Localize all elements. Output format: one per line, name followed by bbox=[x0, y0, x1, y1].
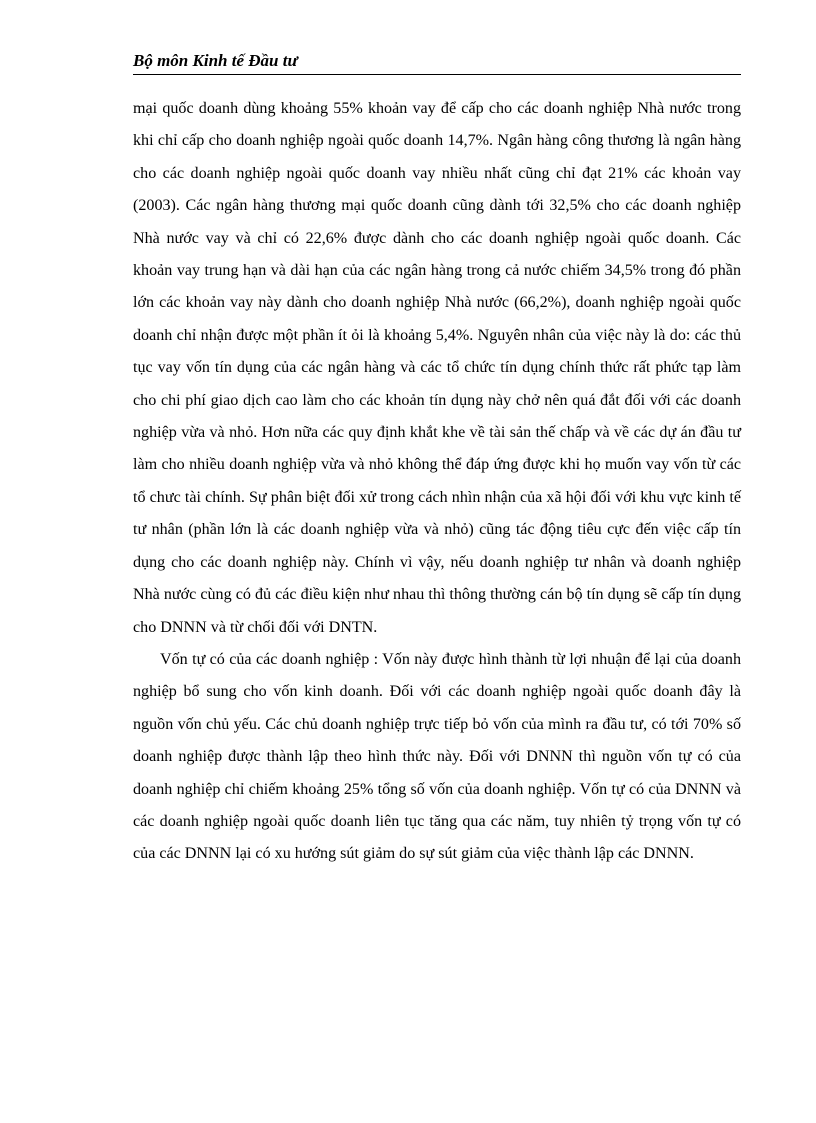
paragraph-own-capital: Vốn tự có của các doanh nghiệp : Vốn này được hình thành từ lợi nhuận để lại của doanh nghiệp bổ sung cho vốn kinh doanh. Đối với các doanh nghiệp ngoài quốc doanh đây là nguồn vốn chủ yếu. Các chủ doanh nghiệp trực tiếp bỏ vốn của mình ra đầu tư, có tới 70% số doanh nghiệp được thành lập theo hình thức này. Đối với DNNN thì nguồn vốn tự có của doanh nghiệp chỉ chiếm khoảng 25% tổng số vốn của doanh nghiệp. Vốn tự có của DNNN và các doanh nghiệp ngoài quốc doanh liên tục tăng qua các năm, tuy nhiên tỷ trọng vốn tự có của các DNNN lại có xu hướng sút giảm do sự sút giảm của việc thành lập các DNNN. bbox=[133, 650, 741, 863]
page-header bbox=[133, 50, 741, 75]
document-body bbox=[133, 93, 741, 871]
paragraph-continuation: mại quốc doanh dùng khoảng 55% khoản vay để cấp cho các doanh nghiệp Nhà nước trong khi chỉ cấp cho doanh nghiệp ngoài quốc doanh 14,7%. Ngân hàng công thương là ngân hàng cho các doanh nghiệp ngoài quốc doanh vay nhiều nhất cũng chỉ đạt 21% các khoản vay (2003). Các ngân hàng thương mại quốc doanh cũng dành tới 32,5% cho các doanh nghiệp Nhà nước vay và chỉ có 22,6% được dành cho các doanh nghiệp ngoài quốc doanh. Các khoản vay trung hạn và dài hạn của các ngân hàng trong cả nước chiếm 34,5% trong đó phần lớn các khoản vay này dành cho doanh nghiệp Nhà nước (66,2%), doanh nghiệp ngoài quốc doanh chỉ nhận được một phần ít ỏi là khoảng 5,4%. Nguyên nhân của việc này là do: các thủ tục vay vốn tín dụng của các ngân hàng và các tổ chức tín dụng chính thức rất phức tạp làm cho chi phí giao dịch cao làm cho các khoản tín dụng này chở nên quá đắt đối với các doanh nghiệp vừa và nhỏ. Hơn nữa các quy định khắt khe về tài sản thế chấp và về các dự án đầu tư làm cho nhiều doanh nghiệp vừa và nhỏ không thể đáp ứng được khi họ muốn vay vốn từ các tổ chưc tài chính. Sự phân biệt đối xử trong cách nhìn nhận của xã hội đối với khu vực kinh tế tư nhân (phần lớn là các doanh nghiệp vừa và nhỏ) cũng tác động tiêu cực đến việc cấp tín dụng cho các doanh nghiệp này. Chính vì vậy, nếu doanh nghiệp tư nhân và doanh nghiệp Nhà nước cùng có đủ các điều kiện như nhau thì thông thường cán bộ tín dụng sẽ cấp tín dụng cho DNNN và từ chối đối với DNTN. bbox=[133, 100, 741, 636]
header-title: Bộ môn Kinh tế Đầu tư bbox=[133, 51, 298, 70]
